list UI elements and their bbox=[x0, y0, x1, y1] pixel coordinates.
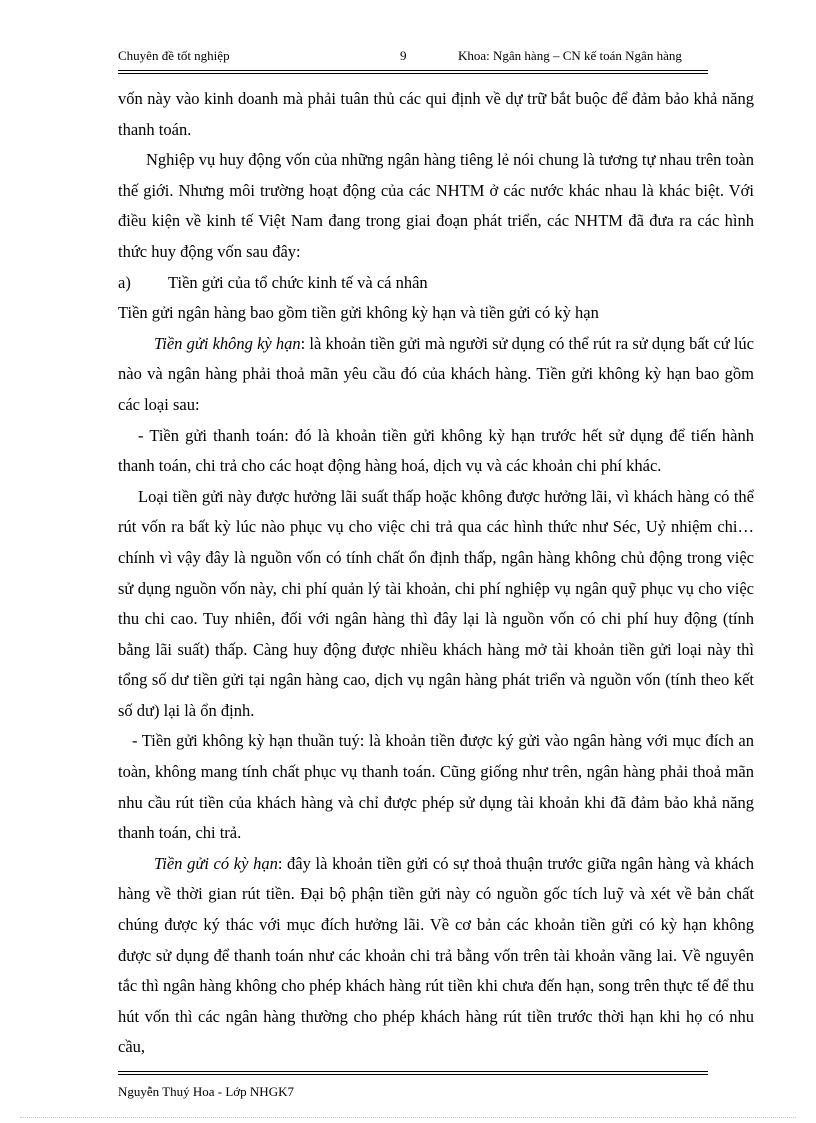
page-footer bbox=[118, 1084, 294, 1100]
paragraph-8-text: : đây là khoản tiền gửi có sự thoả thuận trước giữa ngân hàng và khách hàng về thời gian rút tiền. Đại bộ phận tiền gửi này có nguồn gốc tích luỹ và xét về bản chất chúng được ký thác với mục đích hưởng lãi. Về cơ bản các khoản tiền gửi có kỳ hạn không được sử dụng để thanh toán như các khoản chi trả bằng vốn trên tài khoản vãng lai. Về nguyên tắc thì ngân hàng không cho phép khách hàng rút tiền khi chưa đến hạn, song trên thực tế để thu hút vốn thì các ngân hàng thường cho phép khách hàng rút tiền trước thời hạn khi họ có nhu cầu, bbox=[118, 853, 754, 1057]
page-number: 9 bbox=[400, 48, 407, 63]
paragraph-5: - Tiền gửi thanh toán: đó là khoản tiền gửi không kỳ hạn trước hết sử dụng để tiến hành thanh toán, chi trả cho các hoạt động hàng hoá, dịch vụ và các khoản chi phí khác. bbox=[118, 425, 754, 476]
page-edge-dotted-line bbox=[20, 1117, 796, 1118]
footer-divider bbox=[118, 1071, 708, 1075]
paragraph-6: Loại tiền gửi này được hưởng lãi suất thấp hoặc không được hưởng lãi, vì khách hàng có thể rút vốn ra bất kỳ lúc nào phục vụ cho việc chi trả qua các hình thức như Séc, Uỷ nhiệm chi…chính vì vậy đây là nguồn vốn có tính chất ổn định thấp, ngân hàng không chủ động trong việc sử dụng nguồn vốn này, chi phí quản lý tài khoản, chi phí nghiệp vụ ngân quỹ phục vụ cho việc thu chi cao. Tuy nhiên, đối với ngân hàng thì đây lại là nguồn vốn có chi phí huy động (tính bằng lãi suất) thấp. Càng huy động được nhiều khách hàng mở tài khoản tiền gửi loại này thì tổng số dư tiền gửi tại ngân hàng cao, dịch vụ ngân hàng phát triển và nguồn vốn (tính theo kết số dư) lại là ổn định. bbox=[118, 486, 754, 720]
section-heading-text: Tiền gửi của tổ chức kinh tế và cá nhân bbox=[168, 272, 428, 292]
header-department: Khoa: Ngân hàng – CN kế toán Ngân hàng bbox=[458, 48, 682, 63]
paragraph-8 bbox=[118, 849, 754, 1063]
header-title: Chuyên đề tốt nghiệp bbox=[118, 48, 230, 63]
paragraph-7: - Tiền gửi không kỳ hạn thuần tuý: là khoản tiền được ký gửi vào ngân hàng với mục đích an toàn, không mang tính chất phục vụ thanh toán. Cũng giống như trên, ngân hàng phải thoả mãn nhu cầu rút tiền của khách hàng và chỉ được phép sử dụng tài khoản khi đã đảm bảo khả năng thanh toán, chi trả. bbox=[118, 731, 754, 843]
page-header bbox=[118, 48, 734, 66]
header-divider bbox=[118, 70, 708, 74]
section-heading-label: a) bbox=[118, 272, 131, 292]
paragraph-4 bbox=[118, 329, 754, 421]
paragraph-1: vốn này vào kinh doanh mà phải tuân thủ các qui định về dự trữ bắt buộc để đảm bảo khả năng thanh toán. bbox=[118, 89, 754, 139]
footer-author: Nguyễn Thuý Hoa - Lớp NHGK7 bbox=[118, 1084, 294, 1099]
term-demand-deposit: Tiền gửi không kỳ hạn bbox=[154, 333, 301, 353]
body-text bbox=[118, 84, 754, 1063]
paragraph-2: Nghiệp vụ huy động vốn của những ngân hàng tiêng lẻ nói chung là tương tự nhau trên toàn thế giới. Nhưng môi trường hoạt động của các NHTM ở các nước khác nhau là khác biệt. Với điều kiện về kinh tế Việt Nam đang trong giai đoạn phát triển, các NHTM đã đưa ra các hình thức huy động vốn sau đây: bbox=[118, 150, 754, 261]
term-term-deposit: Tiền gửi có kỳ hạn bbox=[154, 853, 278, 873]
paragraph-3: Tiền gửi ngân hàng bao gồm tiền gửi không kỳ hạn và tiền gửi có kỳ hạn bbox=[118, 303, 599, 323]
section-heading-a bbox=[118, 268, 754, 299]
paragraph-4-text: : là khoản tiền gửi mà người sử dụng có thể rút ra sử dụng bất cứ lúc nào và ngân hàng phải thoả mãn yêu cầu đó của khách hàng. Tiền gửi không kỳ hạn bao gồm các loại sau: bbox=[118, 333, 755, 414]
